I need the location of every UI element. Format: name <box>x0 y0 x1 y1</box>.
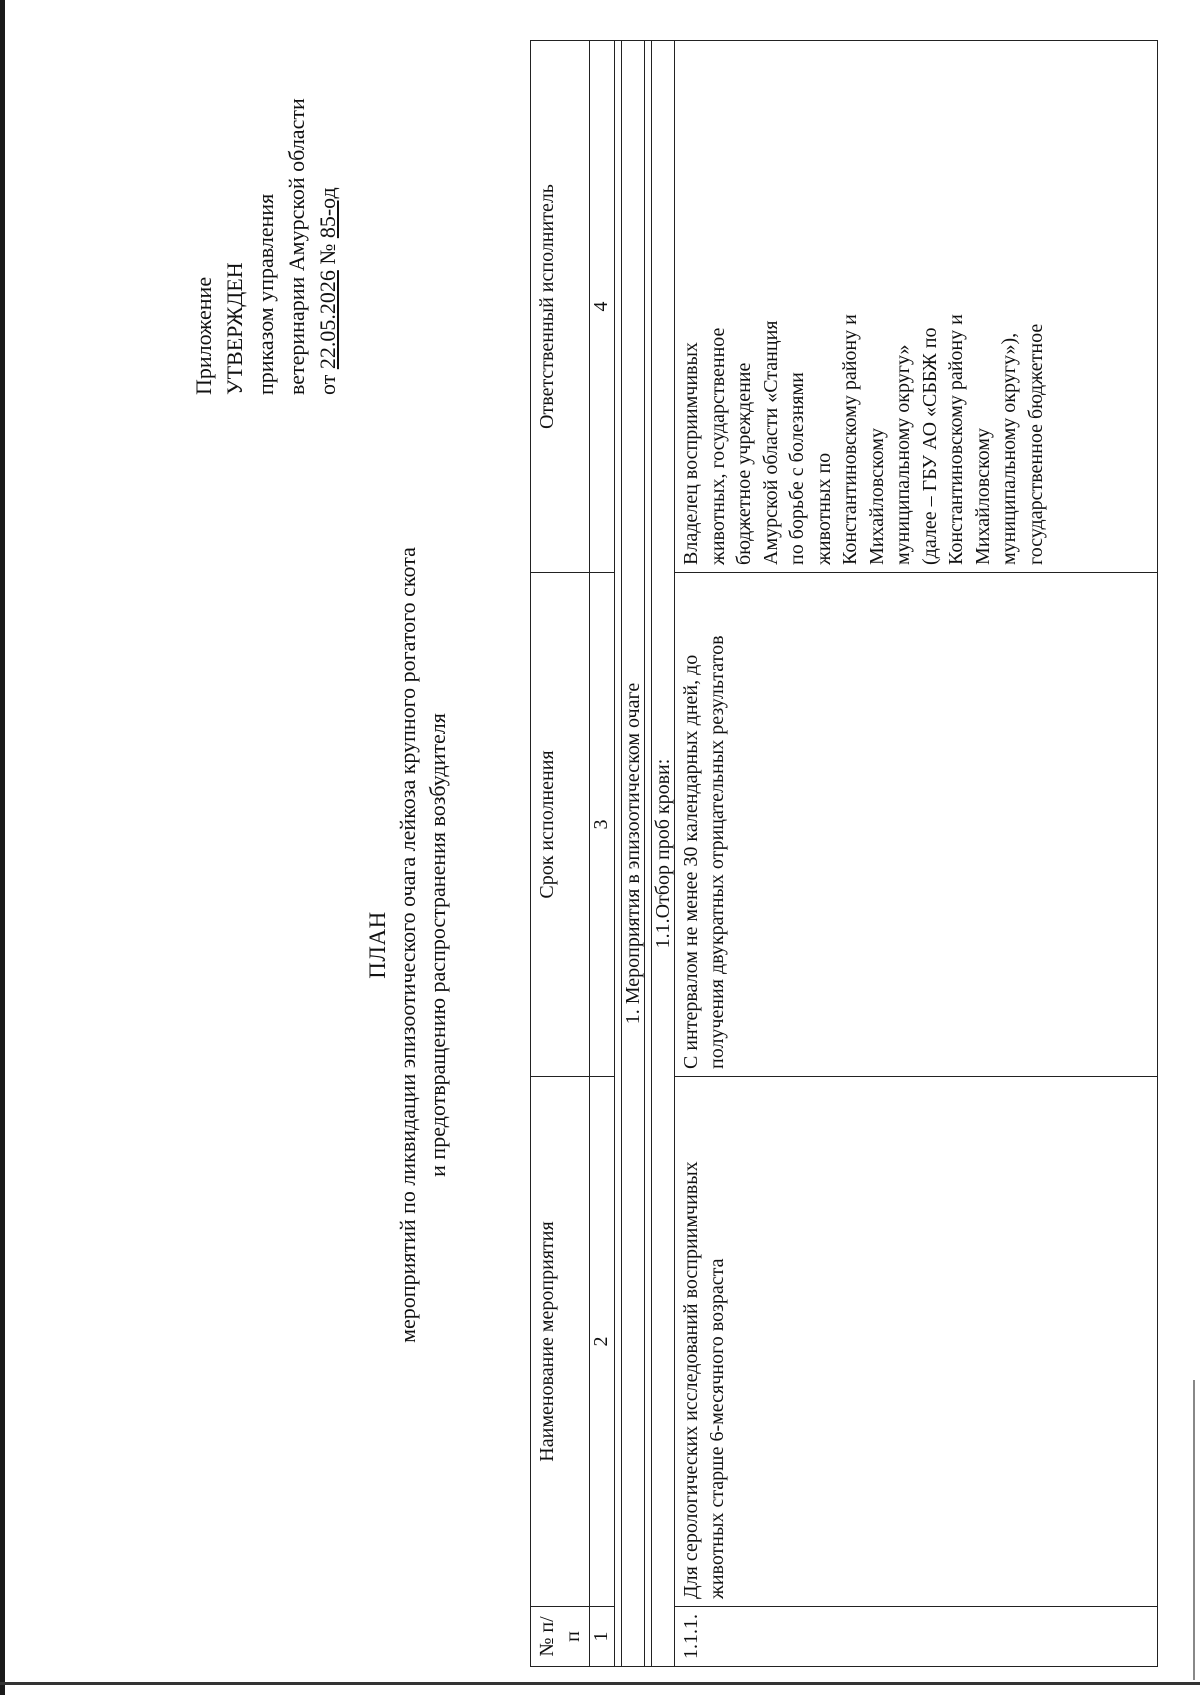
responsible-line: Амурской области «Станция <box>759 320 782 565</box>
order-line: приказом управления <box>253 193 278 395</box>
responsible-line: Михайловскому <box>865 428 888 565</box>
column-number-2: 2 <box>590 1077 615 1607</box>
order-date: 22.05.2026 <box>315 270 340 370</box>
subsection-title: 1.1.Отбор проб крови: <box>652 41 675 1667</box>
responsible-line: животных, государственное <box>706 327 729 565</box>
section-row <box>622 41 645 1667</box>
appendix-label: Приложение <box>191 276 216 395</box>
spacer-row <box>645 41 652 1667</box>
order-date-line <box>312 98 343 395</box>
table-row <box>675 41 1158 1667</box>
date-prefix: от <box>315 374 340 395</box>
order-number: 85-од <box>315 187 340 239</box>
title-line-2: и предотвращению распространения возбудителя <box>425 713 450 1177</box>
responsible-line: Константиновскому району и <box>839 314 861 565</box>
responsible-line: муниципальному округу» <box>892 344 914 565</box>
column-number-4: 4 <box>590 41 615 573</box>
row-responsible <box>675 41 1158 573</box>
responsible-line: животных по <box>812 452 835 565</box>
document-title <box>363 395 453 1495</box>
approved-label: УТВЕРЖДЕН <box>222 262 247 395</box>
responsible-line: по борьбе с болезнями <box>786 372 808 565</box>
responsible-line: (далее – ГБУ АО «СББЖ по <box>918 327 941 565</box>
spacer-cell <box>645 41 652 1667</box>
row-term: С интервалом не менее 30 календарных дней, до получения двукратных отрицательных результатов <box>675 573 1158 1077</box>
header-number: № п/п <box>531 1607 590 1667</box>
appendix-block <box>188 98 343 395</box>
plan-table <box>530 40 1158 1667</box>
row-number: 1.1.1. <box>675 1607 1158 1667</box>
number-prefix: № <box>315 243 340 265</box>
department-line: ветеринарии Амурской области <box>284 98 309 395</box>
responsible-line: бюджетное учреждение <box>733 362 755 565</box>
table-header-row <box>531 41 590 1667</box>
column-number-3: 3 <box>590 573 615 1077</box>
responsible-line: Константиновскому району и <box>945 314 967 565</box>
responsible-line: Владелец восприимчивых <box>680 342 702 565</box>
responsible-line: Михайловскому <box>971 428 994 565</box>
section-title: 1. Мероприятия в эпизоотическом очаге <box>622 41 645 1667</box>
column-number-row <box>590 41 615 1667</box>
spacer-row <box>615 41 622 1667</box>
row-name: Для серологических исследований восприимчивых животных старше 6-месячного возраста <box>675 1077 1158 1607</box>
responsible-line: государственное бюджетное <box>1024 323 1047 565</box>
column-number-1: 1 <box>590 1607 615 1667</box>
responsible-line: муниципальному округу»), <box>998 332 1020 565</box>
header-term: Срок исполнения <box>531 573 590 1077</box>
subsection-row <box>652 41 675 1667</box>
spacer-cell <box>615 41 622 1667</box>
plan-heading: ПЛАН <box>365 911 390 979</box>
header-name: Наименование мероприятия <box>531 1077 590 1607</box>
title-line-1: мероприятий по ликвидации эпизоотического очага лейкоза крупного рогатого скота <box>395 547 420 1343</box>
header-responsible: Ответственный исполнитель <box>531 41 590 573</box>
